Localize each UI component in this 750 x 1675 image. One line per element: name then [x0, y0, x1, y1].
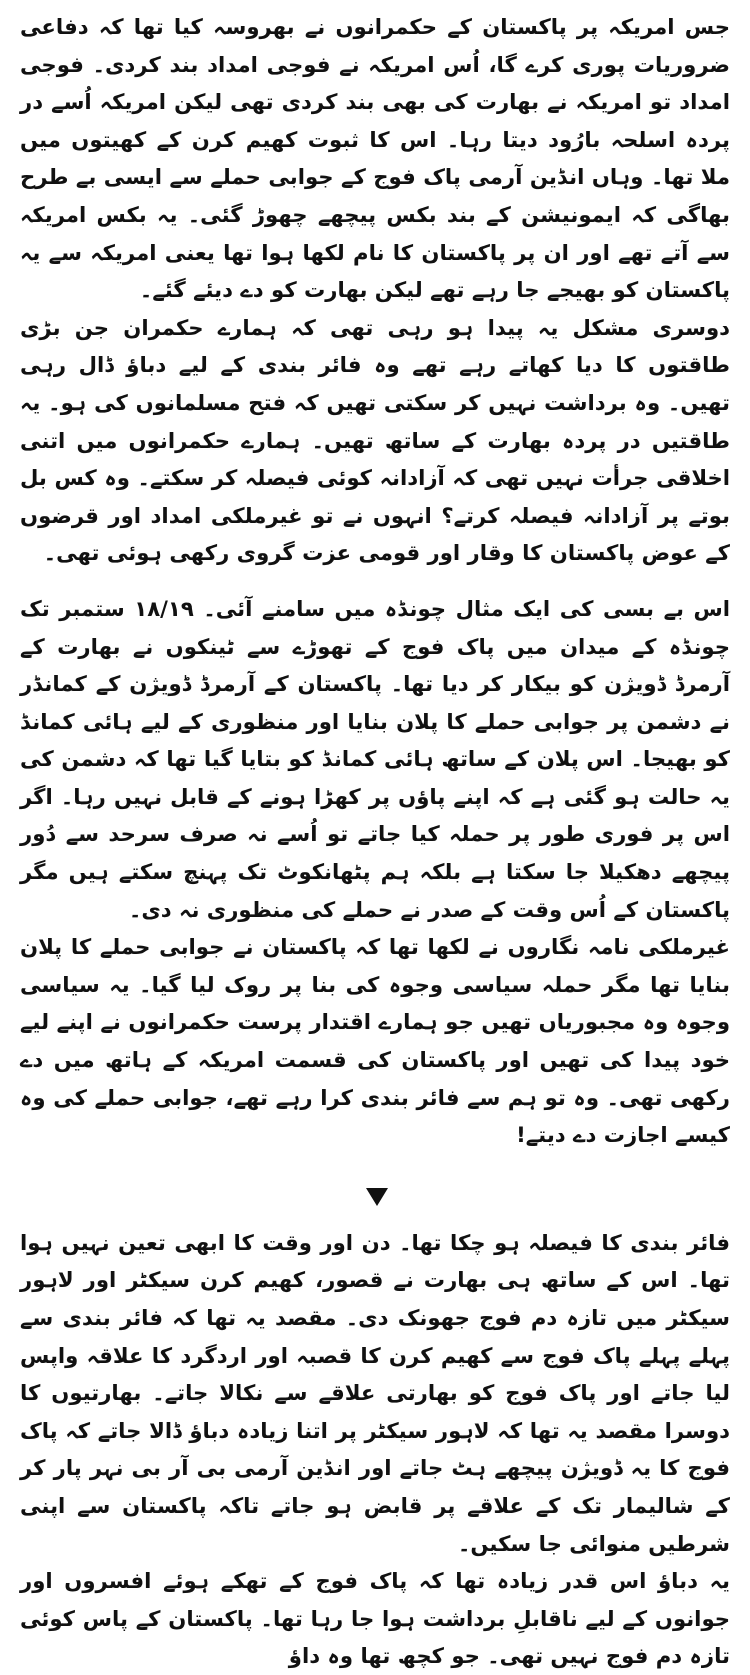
paragraph-chawinda: اس بے بسی کی ایک مثال چونڈہ میں سامنے آئی۔ ۱۸/۱۹ ستمبر تک چونڈہ کے میدان میں پاک فوج کے تھوڑے سے ٹینکوں نے بھارت کے آرمرڈ ڈویژن کو بیکار کر دیا تھا۔ پاکستان کے آرمرڈ ڈویژن کے کمانڈر نے دشمن پر جوابی حملے کا پلان بنایا اور منظوری کے لیے ہائی کمانڈ کو بھیجا۔ اس پلان کے ساتھ ہائی کمانڈ کو بتایا گیا تھا کہ دشمن کی یہ حالت ہو گئی ہے کہ اپنے پاؤں پر کھڑا ہونے کے قابل نہیں رہا۔ اگر اس پر فوری طور پر حملہ کیا جاتے تو اُسے نہ صرف سرحد سے دُور پیچھے دھکیلا جا سکتا ہے بلکہ ہم پٹھانکوٹ تک پہنچ سکتے ہیں مگر پاکستان کے اُس وقت کے صدر نے حملے کی منظوری نہ دی۔ — [20, 595, 730, 922]
paragraph-us-aid: جس امریکہ پر پاکستان کے حکمرانوں نے بھروسہ کیا تھا کہ دفاعی ضروریات پوری کرے گا، اُس امریکہ نے فوجی امداد بند کردی۔ فوجی امداد تو امریکہ نے بھارت کی بھی بند کردی تھی لیکن امریکہ اُسے در پردہ اسلحہ بارُود دیتا رہا۔ اس کا ثبوت کھیم کرن کے کھیتوں میں ملا تھا۔ وہاں انڈین آرمی پاک فوج کے جوابی حملے سے ایسی بے طرح بھاگی کہ ایمونیشن کے بند بکس پیچھے چھوڑ گئی۔ یہ بکس امریکہ سے آتے تھے اور ان پر پاکستان کا نام لکھا ہوا تھا یعنی امریکہ سے یہ پاکستان کو بھیجے جا رہے تھے لیکن بھارت کو دے دیئے گئے۔ — [20, 14, 730, 303]
paragraph-ceasefire-pressure: دوسری مشکل یہ پیدا ہو رہی تھی کہ ہمارے حکمران جن بڑی طاقتوں کا دیا کھاتے رہے تھے وہ فائر بندی کے لیے دباؤ ڈال رہی تھیں۔ وہ برداشت نہیں کر سکتی تھیں کہ فتح مسلمانوں کی ہو۔ یہ طاقتیں در پردہ بھارت کے ساتھ تھیں۔ ہمارے حکمرانوں میں اتنی اخلاقی جرأت نہیں تھی کہ آزادانہ کوئی فیصلہ کر سکتے۔ وہ کس بل بوتے پر آزادانہ فیصلہ کرتے؟ انہوں نے تو غیرملکی امداد اور قرضوں کے عوض پاکستان کا وقار اور قومی عزت گروی رکھی ہوئی تھی۔ — [20, 314, 730, 566]
paragraph-foreign-correspondents: غیرملکی نامہ نگاروں نے لکھا تھا کہ پاکستان نے جوابی حملے کا پلان بنایا تھا مگر حملہ سیاسی وجوہ کی بنا پر روک لیا گیا۔ یہ سیاسی وجوہ وہ مجبوریاں تھیں جو ہمارے اقتدار پرست حکمرانوں نے اپنے لیے خود پیدا کی تھیں اور پاکستان کی قسمت امریکہ کے ہاتھ میں دے رکھی تھی۔ وہ تو ہم سے فائر بندی کرا رہے تھے، جوابی حملے کی وہ کیسے اجازت دے دیتے! — [20, 934, 730, 1148]
down-triangle-icon — [366, 1188, 388, 1206]
paragraph-ceasefire-decision: فائر بندی کا فیصلہ ہو چکا تھا۔ دن اور وقت کا ابھی تعین نہیں ہوا تھا۔ اس کے ساتھ ہی بھارت نے قصور، کھیم کرن سیکٹر اور لاہور سیکٹر میں تازہ دم فوج جھونک دی۔ مقصد یہ تھا کہ فائر بندی سے پہلے پہلے پاک فوج سے کھیم کرن کا قصبہ اور اردگرد کا علاقہ واپس لیا جاتے اور پاک فوج کو بھارتی علاقے سے نکالا جاتے۔ بھارتیوں کا دوسرا مقصد یہ تھا کہ لاہور سیکٹر پر اتنا زیادہ دباؤ ڈالا جاتے کہ پاک فوج کا یہ ڈویژن پیچھے ہٹ جاتے اور انڈین آرمی بی آر بی نہر پار کر کے شالیمار تک کے علاقے پر قابض ہو جاتے تاکہ پاکستان سے اپنی شرطیں منوائی جا سکیں۔ — [20, 1229, 730, 1556]
paragraph-pressure: یہ دباؤ اس قدر زیادہ تھا کہ پاک فوج کے تھکے ہوئے افسروں اور جوانوں کے لیے ناقابلِ برداشت ہوا جا رہا تھا۔ پاکستان کے پاس کوئی تازہ دم فوج نہیں تھی۔ جو کچھ تھا وہ داؤ — [20, 1568, 730, 1669]
